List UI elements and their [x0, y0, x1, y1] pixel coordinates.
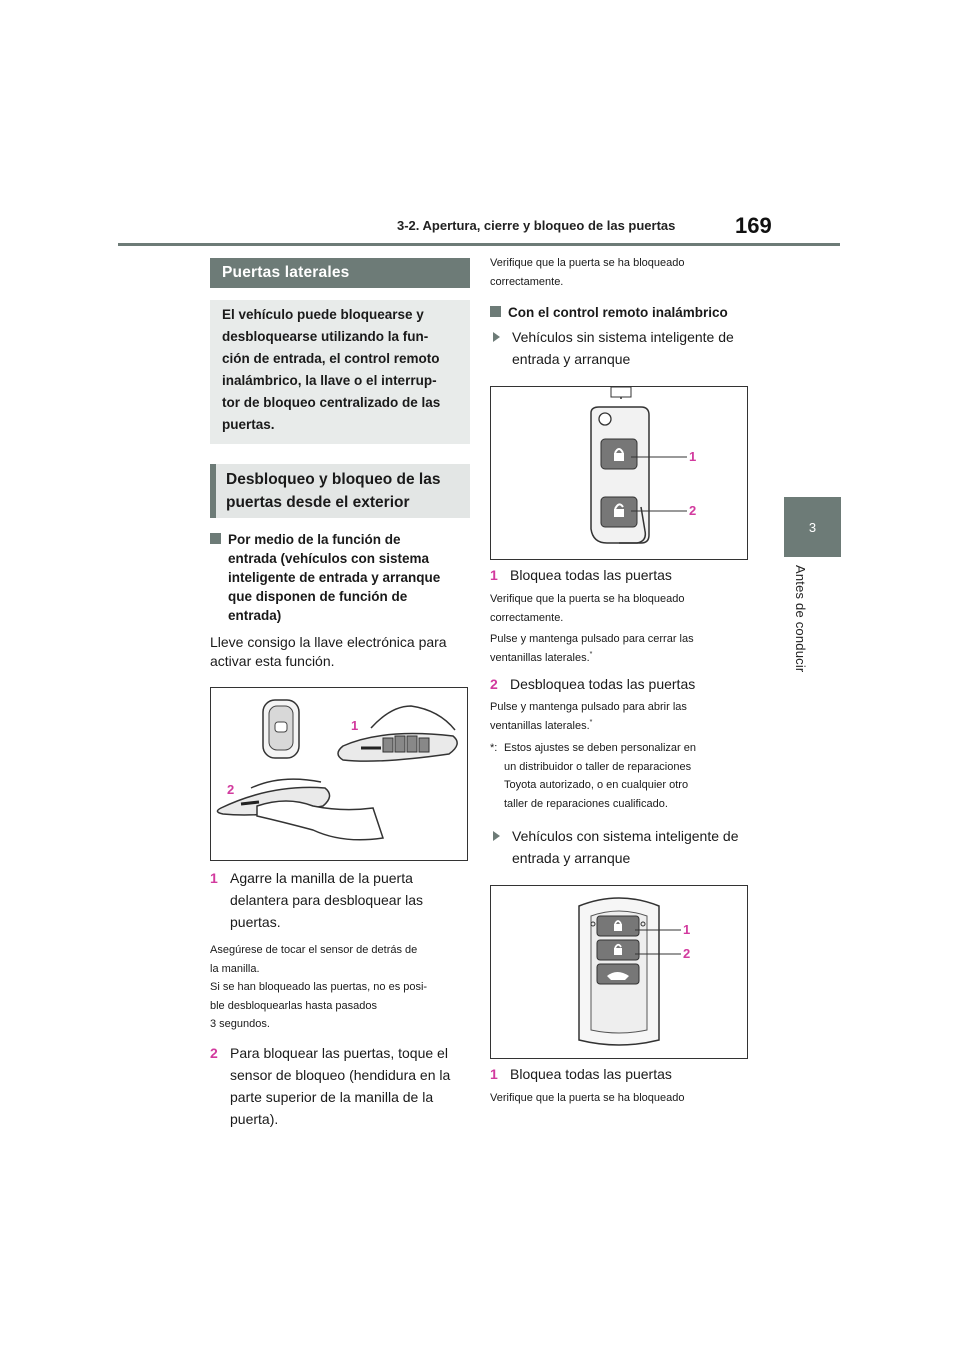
- section-title: 3-2. Apertura, cierre y bloqueo de las puertas: [397, 218, 676, 233]
- callout-2: 2: [227, 782, 235, 797]
- footnote-ref: *: [589, 650, 593, 658]
- header-rule: [118, 243, 840, 246]
- note-line: Si se han bloqueado las puertas, no es posi-: [210, 981, 428, 993]
- bullet-remote: [490, 303, 750, 322]
- note-line: Pulse y mantenga pulsado para cerrar las: [490, 633, 694, 645]
- triangle-bullet-icon: [493, 831, 500, 841]
- step-line: parte superior de la manilla de la: [230, 1088, 434, 1105]
- intro-line: El vehículo puede bloquearse y: [222, 307, 424, 322]
- step-line: puertas.: [230, 914, 281, 930]
- note-line: la manilla.: [210, 962, 260, 975]
- step-number: 1: [490, 567, 498, 583]
- footnote-mark: *:: [490, 742, 498, 754]
- step-line: delantera para desbloquear las: [230, 892, 424, 908]
- flip-key-figure: [490, 386, 748, 560]
- intro-line: ción de entrada, el control remoto: [222, 351, 440, 366]
- callout-1: 1: [689, 449, 697, 464]
- note-line: ventanillas laterales.: [490, 719, 590, 732]
- tri-line: entrada y arranque: [512, 850, 631, 866]
- step-line: Para bloquear las puertas, toque el: [230, 1044, 448, 1061]
- vehicle-type: [490, 825, 750, 869]
- footnote-ref: *: [589, 718, 593, 726]
- smart-key-figure: [490, 885, 748, 1059]
- step-line: Desbloquea todas las puertas: [510, 676, 696, 692]
- step-item: [490, 1063, 750, 1085]
- step-item: [210, 1042, 470, 1130]
- square-bullet-icon: [490, 306, 501, 317]
- bullet-line: entrada): [228, 608, 282, 623]
- door-handle-figure: [210, 687, 468, 861]
- vehicle-type: [490, 326, 750, 370]
- step-line: Agarre la manilla de la puerta: [230, 870, 413, 886]
- callout-1: 1: [351, 718, 359, 733]
- note: [490, 630, 750, 667]
- step-item: [490, 564, 750, 586]
- step-number: 1: [210, 870, 218, 886]
- subheading: [210, 464, 470, 518]
- step-line: sensor de bloqueo (hendidura en la: [230, 1066, 451, 1083]
- para-line: Lleve consigo la llave electrónica para: [210, 634, 447, 650]
- intro-line: puertas.: [222, 417, 275, 432]
- para-line: activar esta función.: [210, 653, 335, 669]
- note: [490, 590, 750, 627]
- bullet-line: Por medio de la función de: [228, 532, 401, 547]
- note-line: Verifique que la puerta se ha bloqueado: [490, 257, 685, 269]
- intro-box: [210, 300, 470, 444]
- note-line: Verifique que la puerta se ha bloqueado: [490, 1092, 685, 1104]
- step-line: puerta).: [230, 1110, 279, 1127]
- note-line: Verifique que la puerta se ha bloqueado: [490, 593, 685, 605]
- intro-line: desbloquearse utilizando la fun-: [222, 329, 429, 344]
- footnote-line: Estos ajustes se deben personalizar en: [504, 742, 697, 754]
- section-heading: Puertas laterales: [210, 258, 470, 288]
- bullet-line: que disponen de función de: [228, 589, 408, 604]
- note-line: 3 segundos.: [210, 1018, 270, 1030]
- footnote-line: un distribuidor o taller de reparaciones: [504, 760, 692, 773]
- tri-line: Vehículos sin sistema inteligente de: [512, 329, 734, 345]
- step-item: [210, 867, 470, 933]
- smart-key-illustration: [491, 886, 747, 1058]
- note-line: ventanillas laterales.: [490, 651, 590, 664]
- step-line: Bloquea todas las puertas: [510, 1066, 672, 1082]
- footnote-line: Toyota autorizado, o en cualquier otro: [504, 779, 689, 791]
- tri-line: entrada y arranque: [512, 351, 631, 367]
- intro-line: inalámbrico, la llave o el interrup-: [222, 373, 437, 388]
- paragraph: [210, 633, 470, 671]
- note: [490, 698, 750, 735]
- step-number: 1: [490, 1066, 498, 1082]
- flip-key-illustration: [491, 387, 747, 559]
- note: [210, 941, 470, 1034]
- step-line: Bloquea todas las puertas: [510, 567, 672, 583]
- chapter-tab[interactable]: [784, 497, 841, 557]
- left-column: [210, 258, 470, 1130]
- subheading-line: Desbloqueo y bloqueo de las: [226, 471, 441, 488]
- triangle-bullet-icon: [493, 332, 500, 342]
- note-line: correctamente.: [490, 275, 564, 288]
- note-line: Pulse y mantenga pulsado para abrir las: [490, 701, 687, 713]
- note: [490, 1089, 750, 1108]
- chapter-label: Antes de conducir: [793, 565, 808, 673]
- chapter-number: 3: [808, 519, 817, 535]
- step-number: 2: [210, 1044, 218, 1061]
- square-bullet-icon: [210, 533, 221, 544]
- callout-2: 2: [689, 503, 697, 518]
- note-line: correctamente.: [490, 611, 564, 624]
- note: [490, 254, 750, 291]
- callout-2: 2: [683, 946, 691, 961]
- door-handle-illustration: [211, 688, 467, 860]
- step-number: 2: [490, 676, 498, 692]
- tri-line: Vehículos con sistema inteligente de: [512, 828, 739, 844]
- bullet-line: Con el control remoto inalámbrico: [508, 305, 728, 320]
- intro-line: tor de bloqueo centralizado de las: [222, 395, 441, 410]
- right-column: [490, 258, 750, 1108]
- page-number: 169: [735, 213, 772, 238]
- bullet-line: entrada (vehículos con sistema: [228, 551, 430, 566]
- note-line: Asegúrese de tocar el sensor de detrás de: [210, 944, 418, 956]
- bullet-line: inteligente de entrada y arranque: [228, 570, 441, 585]
- footnote: [490, 739, 750, 813]
- note-line: ble desbloquearlas hasta pasados: [210, 999, 377, 1012]
- step-item: [490, 673, 750, 695]
- subheading-line: puertas desde el exterior: [226, 494, 410, 511]
- bullet-entry-function: [210, 530, 470, 625]
- callout-1: 1: [683, 922, 691, 937]
- footnote-line: taller de reparaciones cualificado.: [504, 797, 668, 810]
